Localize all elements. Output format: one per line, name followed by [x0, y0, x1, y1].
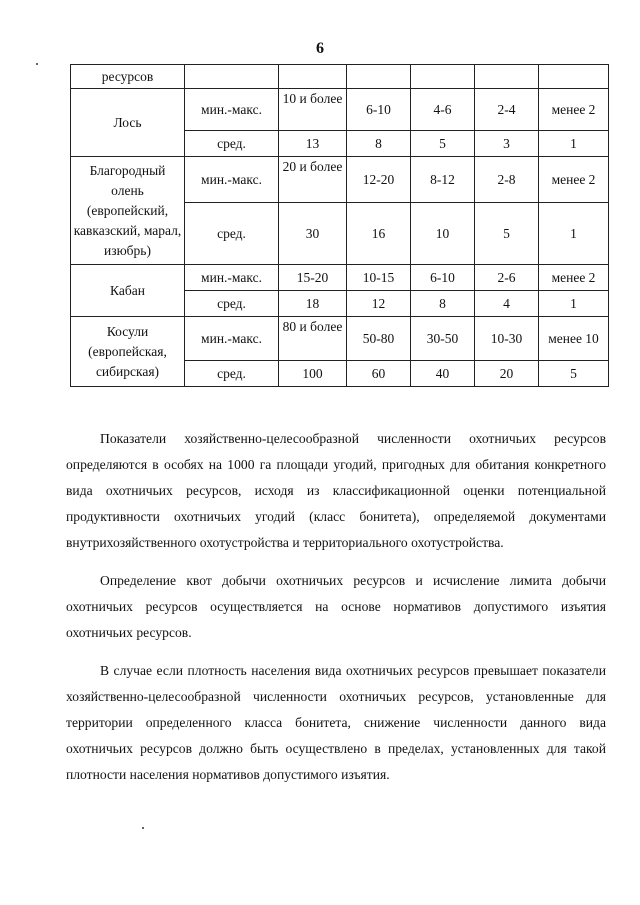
value-cell: 100: [279, 361, 347, 387]
value-cell: 8: [411, 291, 475, 317]
value-cell: 2-4: [475, 89, 539, 131]
value-cell: 10: [411, 203, 475, 265]
paragraph: Показатели хозяйственно-целесообразной численности охотничьих ресурсов определяются в особях на 1000 га площади угодий, пригодных для обитания конкретного вида охотничьих ресурсов, исходя из классификационной оценки потенциальной продуктивности охотничьих угодий (класс бонитета), определяемой документами внутрихозяйственного охотустройства и территориального охотустройства.: [66, 431, 606, 550]
value-cell: 20: [475, 361, 539, 387]
value-cell: 15-20: [279, 265, 347, 291]
paragraph: Определение квот добычи охотничьих ресурсов и исчисление лимита добычи охотничьих ресурсов осуществляется на основе нормативов допустимого изъятия охотничьих ресурсов.: [66, 573, 606, 640]
value-cell: 2-8: [475, 157, 539, 203]
value-cell: 12-20: [347, 157, 411, 203]
page-number: 6: [316, 40, 324, 57]
value-cell: 1: [539, 203, 609, 265]
species-cell: Косули (европейская, сибирская): [71, 317, 185, 387]
value-cell: 50-80: [347, 317, 411, 361]
table-row: [71, 317, 609, 361]
value-cell: 3: [475, 131, 539, 157]
table-row: [71, 89, 609, 131]
row-label: сред.: [185, 203, 279, 265]
value-cell: 5: [539, 361, 609, 387]
value-cell: менее 2: [539, 265, 609, 291]
species-cell: Кабан: [71, 265, 185, 317]
species-cell: Благородный олень (европейский, кавказский, марал, изюбрь): [71, 157, 185, 265]
empty-cell: [539, 65, 609, 89]
row-label: сред.: [185, 361, 279, 387]
value-cell: 1: [539, 131, 609, 157]
value-cell: 60: [347, 361, 411, 387]
scan-speck: [142, 827, 144, 829]
row-label: мин.-макс.: [185, 317, 279, 361]
paragraph: В случае если плотность населения вида охотничьих ресурсов превышает показатели хозяйственно-целесообразной численности охотничьих ресурсов, установленные для территории определенного класса бонитета, снижение численности данного вида охотничьих ресурсов должно быть осуществлено в пределах, установленных для такой плотности населения нормативов допустимого изъятия.: [66, 663, 606, 782]
value-cell: 6-10: [411, 265, 475, 291]
value-cell: 20 и более: [279, 157, 347, 203]
table-row: [71, 65, 609, 89]
table-row: [71, 157, 609, 203]
value-cell: 12: [347, 291, 411, 317]
value-cell: 8: [347, 131, 411, 157]
row-label: мин.-макс.: [185, 89, 279, 131]
value-cell: 16: [347, 203, 411, 265]
value-cell: 10-15: [347, 265, 411, 291]
row-label: сред.: [185, 131, 279, 157]
value-cell: 40: [411, 361, 475, 387]
scan-speck: [36, 63, 38, 65]
species-cell: ресурсов: [71, 65, 185, 89]
norms-table: [70, 64, 609, 387]
value-cell: менее 2: [539, 89, 609, 131]
species-cell: Лось: [71, 89, 185, 157]
value-cell: 2-6: [475, 265, 539, 291]
body-text: [66, 426, 606, 788]
empty-cell: [347, 65, 411, 89]
row-label: мин.-макс.: [185, 157, 279, 203]
value-cell: 30-50: [411, 317, 475, 361]
value-cell: 5: [475, 203, 539, 265]
empty-cell: [475, 65, 539, 89]
empty-cell: [279, 65, 347, 89]
row-label: сред.: [185, 291, 279, 317]
value-cell: 6-10: [347, 89, 411, 131]
value-cell: 10-30: [475, 317, 539, 361]
value-cell: 13: [279, 131, 347, 157]
value-cell: 30: [279, 203, 347, 265]
value-cell: 18: [279, 291, 347, 317]
value-cell: 10 и более: [279, 89, 347, 131]
value-cell: менее 10: [539, 317, 609, 361]
empty-cell: [411, 65, 475, 89]
value-cell: 4: [475, 291, 539, 317]
empty-cell: [185, 65, 279, 89]
value-cell: 1: [539, 291, 609, 317]
table-row: [71, 265, 609, 291]
value-cell: 5: [411, 131, 475, 157]
value-cell: 80 и более: [279, 317, 347, 361]
row-label: мин.-макс.: [185, 265, 279, 291]
value-cell: 4-6: [411, 89, 475, 131]
value-cell: 8-12: [411, 157, 475, 203]
value-cell: менее 2: [539, 157, 609, 203]
